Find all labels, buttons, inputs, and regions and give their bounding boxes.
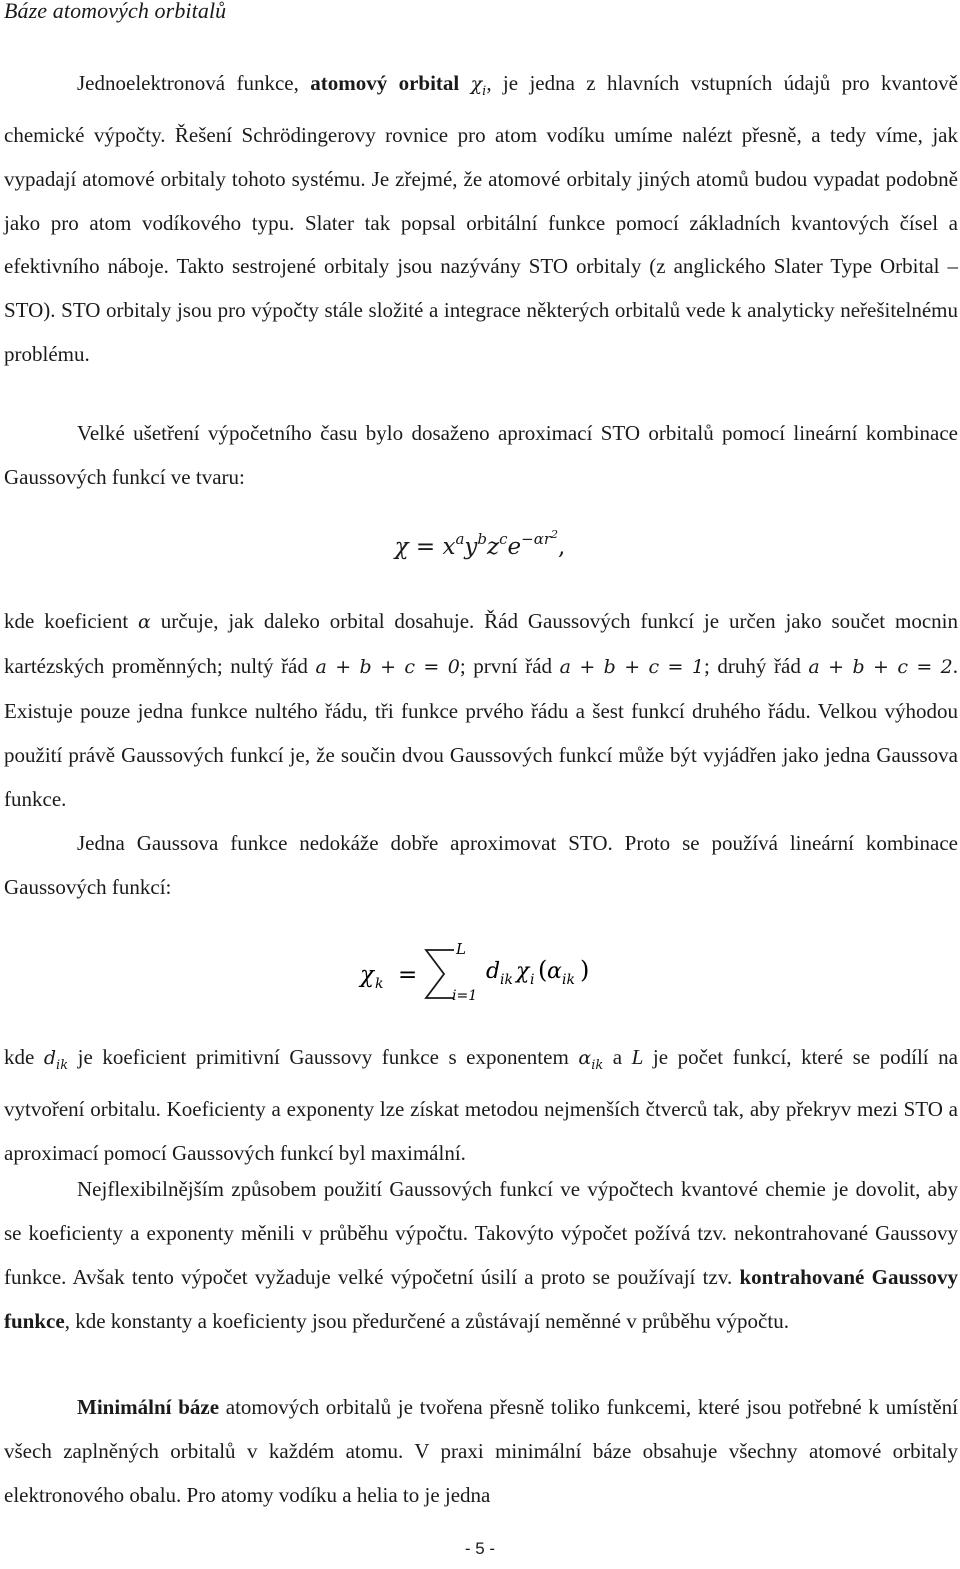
paragraph-contracted-gaussians: Nejflexibilnějším způsobem použití Gaussových funkcí ve výpočtech kvantové chemie je dovolit, aby se koeficienty a exponenty měnili v průběhu výpočtu. Takovýto výpočet požívá tzv. nekontrahované Gaussovy funkce. Avšak tento výpočet vyžaduje velké výpočetní úsilí a proto se používají tzv. kontrahované Gaussovy funkce, kde konstanty a koeficienty jsou předurčené a zůstávají neměnné v průběhu výpočtu.: [4, 1177, 958, 1333]
alpha-ik-symbol: $\alpha_{ik}$: [578, 1047, 604, 1073]
paragraph-atomic-orbital: [4, 62, 958, 377]
order-zero-math: a + b + c = 0: [315, 655, 460, 678]
svg-text:k: k: [375, 976, 384, 992]
svg-text:(: (: [538, 956, 548, 984]
section-heading: Báze atomových orbitalů: [4, 0, 227, 23]
contraction-sum-equation: [340, 936, 660, 1006]
paragraph-gaussian-approx: Velké ušetření výpočetního času bylo dosaženo aproximací STO orbitalů pomocí lineární kombinace Gaussových funkcí ve tvaru:: [4, 421, 958, 489]
d-ik-symbol: $d_{ik}$: [43, 1047, 69, 1073]
paragraph-alpha-order: kde koeficient α určuje, jak daleko orbital dosahuje. Řád Gaussových funkcí je určen jako součet mocnin kartézských proměnných; nultý řád a + b + c = 0; první řád a + b + c = 1; druhý řád a + b + c = 2. Existuje pouze jedna funkce nultého řádu, tři funkce prvého řádu a šest funkcí druhého řádu. Velkou výhodou použití právě Gaussových funkcí je, že součin dvou Gaussových funkcí může být vyjádřen jako jedna Gaussova funkce.: [4, 609, 959, 811]
svg-text:χ: χ: [516, 959, 530, 984]
gaussian-function-equation: $\chi = x^ay^bz^ce^{-\alpha r^2}$,: [394, 528, 566, 560]
page-number: - 5 -: [464, 1539, 496, 1558]
term-contracted-gaussians: kontrahované Gaussovy funkce: [4, 1264, 958, 1333]
chi-symbol: $\chi_i$: [470, 73, 487, 99]
text: Jednoelektronová funkce,: [77, 71, 311, 95]
svg-text:i: i: [530, 972, 535, 988]
svg-text:d: d: [486, 959, 501, 984]
order-two-math: a + b + c = 2: [808, 655, 953, 678]
svg-text:ik: ik: [562, 972, 575, 988]
paragraph-coefficients: kde $d_{ik}$ je koeficient primitivní Gaussovy funkce s exponentem $\alpha_{ik}$ a L je počet funkcí, které se podílí na vytvoření orbitalu. Koeficienty a exponenty lze získat metodou nejmenších čtverců tak, aby překryv mezi STO a aproximací pomocí Gaussových funkcí byl maximální.: [4, 1045, 958, 1165]
sigma-sign: [426, 950, 454, 998]
text: , je jedna z hlavních vstupních údajů pro kvantově chemické výpočty. Řešení Schrödingerovy rovnice pro atom vodíku umíme nalézt přesně, a tedy víme, jak vypadají atomové orbitaly tohoto systému. Je zřejmé, že atomové orbitaly jiných atomů budou vypadat podobně jako pro atom vodíkového typu. Slater tak popsal orbitální funkce pomocí základních kvantových čísel a efektivního náboje. Takto sestrojené orbitaly jsou nazývány STO orbitaly (z anglického Slater Type Orbital – STO). STO orbitaly jsou pro výpočty stále složité a integrace některých orbitalů vede k analyticky neřešitelnému problému.: [4, 71, 958, 367]
order-one-math: a + b + c = 1: [559, 655, 704, 678]
term-atomic-orbital: atomový orbital: [310, 71, 460, 95]
svg-text:i=1: i=1: [452, 988, 478, 1004]
paragraph-linear-combination: Jedna Gaussova funkce nedokáže dobře aproximovat STO. Proto se používá lineární kombinace Gaussových funkcí:: [4, 831, 958, 899]
svg-text:L: L: [456, 940, 466, 958]
svg-text:ik: ik: [500, 972, 513, 988]
svg-text:): ): [580, 956, 590, 984]
svg-text:=: =: [398, 962, 418, 988]
paragraph-minimal-basis: Minimální báze atomových orbitalů je tvořena přesně toliko funkcemi, které jsou potřebné k umístění všech zaplněných orbitalů v každém atomu. V praxi minimální báze obsahuje všechny atomové orbitaly elektronového obalu. Pro atomy vodíku a helia to je jedna: [4, 1395, 958, 1507]
svg-text:χ: χ: [360, 962, 374, 988]
term-minimal-basis: Minimální báze: [77, 1395, 220, 1419]
svg-text:α: α: [547, 959, 562, 984]
alpha-symbol: α: [138, 611, 151, 633]
